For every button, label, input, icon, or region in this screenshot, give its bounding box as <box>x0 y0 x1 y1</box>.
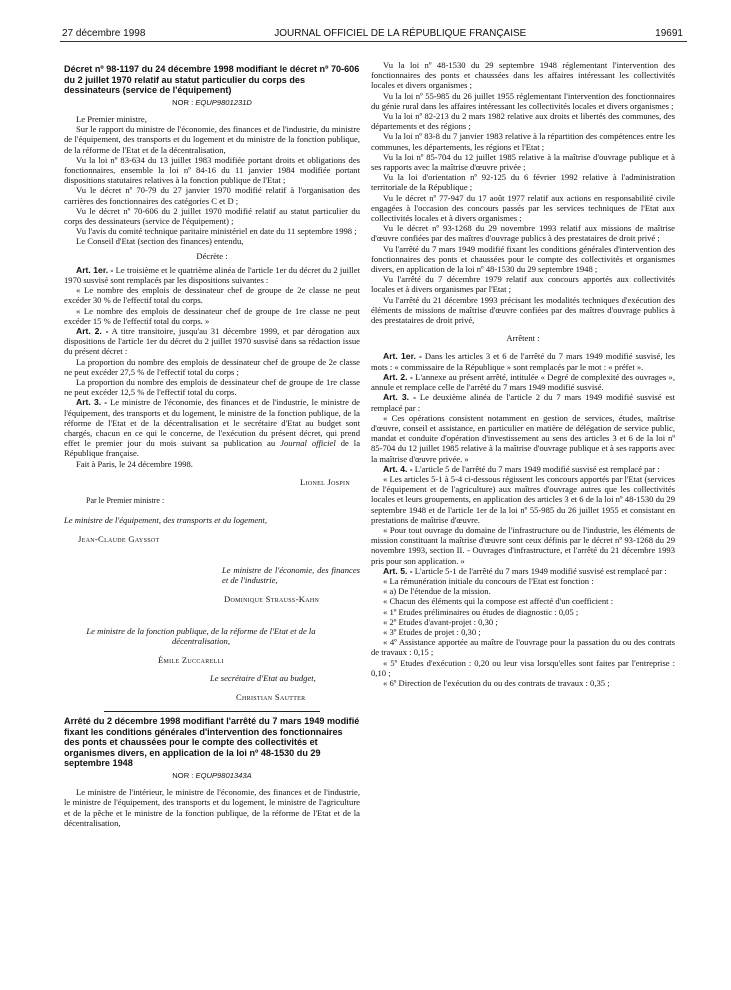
min-eco-name: Dominique Strauss-Kahn <box>224 594 320 605</box>
decree-art2: Art. 2. - A titre transitoire, jusqu'au 31 décembre 1999, et par dérogation aux dispositions de l'article 1er du décret du 2 juillet 1970 susvisé dans sa rédaction issue du présent décret : <box>64 326 360 357</box>
arrete-arretent: Arrêtent : <box>506 333 540 344</box>
arrete-a3-q: « Ces opérations consistent notamment en gestion de services, études, maîtrise d'œuvre, conseil et assistance, en particulier en matière de délégation de service public, mandat et conduite d'opération d'investissement au sens des articles 3 et 6 de la loi nº 85-704 du 12 juillet 1985 relative à la maîtrise d'ouvrage publique et à ses rapports avec la maîtrise d'œuvre privée. » <box>371 412 675 464</box>
decree-art2-q2: La proportion du nombre des emplois de dessinateur chef de groupe de 1re classe ne peut excéder 12,5 % de l'effectif total du corps. <box>64 377 360 398</box>
decree-p6: Vu l'avis du comité technique paritaire ministériel en date du 11 septembre 1998 ; <box>76 226 357 237</box>
arrete-a5-i3: « 3º Etudes de projet : 0,30 ; <box>383 626 481 637</box>
decree-art3: Art. 3. - Le ministre de l'économie, des finances et de l'industrie, le ministre de l'équipement, des transports et du logement, le ministre de la fonction publique, de la réforme de l'Etat et de la décentralisation et le secrétaire d'Etat au budget sont chargés, chacun en ce qui le concerne, de l'exécution du présent décret, qui prend effet le premier jour du mois suivant sa publication au Journal officiel de la République française. <box>64 397 361 459</box>
arrete-v10: Vu l'arrêté du 7 décembre 1979 relatif aux concours apportés aux collectivités locales et à divers organismes par l'Etat ; <box>371 274 675 295</box>
arrete-a5-i2: « 2º Etudes d'avant-projet : 0,30 ; <box>383 616 498 627</box>
arrete-a3: Art. 3. - Le deuxième alinéa de l'article 2 du 7 mars 1949 modifié susvisé est remplacé par : <box>371 392 675 413</box>
arrete-v5: Vu la loi nº 85-704 du 12 juillet 1985 relative à la maîtrise d'ouvrage publique et à ses rapports avec la maîtrise d'œuvre privée ; <box>371 151 675 173</box>
arrete-a5-q2: « a) De l'étendue de la mission. <box>383 586 491 597</box>
arrete-a4: Art. 4. - L'article 5 de l'arrêté du 7 mars 1949 modifié susvisé est remplacé par : <box>383 463 660 474</box>
decree-decrete: Décrète : <box>196 250 228 261</box>
header-page-number: 19691 <box>655 27 683 39</box>
sig-prime-minister: Lionel Jospin <box>300 477 350 488</box>
decree-title: Décret nº 98-1197 du 24 décembre 1998 modifiant le décret nº 70-606 du 2 juillet 1970 relatif au statut particulier du corps des dessinateurs (service de l'équipement) <box>64 64 360 96</box>
min-fp-title: Le ministre de la fonction publique, de la réforme de l'Etat et de la décentralisation, <box>86 625 316 646</box>
arrete-a1: Art. 1er. - Dans les articles 3 et 6 de l'arrêté du 7 mars 1949 modifié susvisé, les mots : « commissaire de la République » sont remplacés par le mot : « préfet ». <box>371 351 675 372</box>
arrete-v4: Vu la loi nº 83-8 du 7 janvier 1983 relative à la répartition des compétences entre les communes, les départements, les régions et l'Etat ; <box>371 131 675 152</box>
decree-art1-q2: « Le nombre des emplois de dessinateur chef de groupe de 1re classe ne peut excéder 15 % de l'effectif total du corps. » <box>64 305 360 326</box>
decree-p3: Vu la loi nº 83-634 du 13 juillet 1983 modifiée portant droits et obligations des fonctionnaires, ensemble la loi nº 84-16 du 11 janvier 1984 modifiée portant dispositions statutaires relatives à la fonction publique de l'Etat ; <box>64 154 360 186</box>
page-header <box>62 24 683 42</box>
min-fp-name: Émile Zuccarelli <box>158 654 224 665</box>
section-separator <box>104 711 320 712</box>
arrete-a5-i1: « 1º Etudes préliminaires ou études de diagnostic : 0,05 ; <box>383 606 579 617</box>
sec-budget-title: Le secrétaire d'Etat au budget, <box>210 673 316 684</box>
arrete-v3: Vu la loi nº 82-213 du 2 mars 1982 relative aux droits et libertés des communes, des départements et des régions ; <box>371 111 675 132</box>
arrete-nor: NOR : EQUP9801343A <box>172 771 252 781</box>
arrete-a5-i6: « 6º Direction de l'exécution du ou des contrats de travaux : 0,35 ; <box>383 677 610 688</box>
arrete-v1: Vu la loi nº 48-1530 du 29 septembre 1948 réglementant l'intervention des fonctionnaires des ponts et chaussées dans les affaires intéressant les collectivités locales et divers organismes ; <box>371 60 675 91</box>
min-eco-title: Le ministre de l'économie, des finances et de l'industrie, <box>222 565 360 586</box>
header-rule <box>60 41 687 42</box>
decree-done: Fait à Paris, le 24 décembre 1998. <box>76 458 193 469</box>
par-premier-ministre: Par le Premier ministre : <box>86 496 165 506</box>
arrete-v6: Vu la loi d'orientation nº 92-125 du 6 février 1992 relative à l'administration territoriale de la République ; <box>371 172 675 193</box>
arrete-a4-q2: « Pour tout ouvrage du domaine de l'infrastructure ou de l'industrie, les éléments de mission constituant la maîtrise d'œuvre sont ceux définis par le décret nº 93-1268 du 29 novembre 1993, section II. - Ouvrages d'infrastructure, et l'arrêté du 21 décembre 1993 pris pour son application. » <box>371 524 675 566</box>
decree-art2-q1: La proportion du nombre des emplois de dessinateur chef de groupe de 2e classe ne peut excéder 27,5 % de l'effectif total du corps ; <box>64 356 360 377</box>
min-equip-name: Jean-Claude Gayssot <box>78 533 160 544</box>
arrete-a5-q1: « La rémunération initiale du concours de l'Etat est fonction : <box>383 575 594 586</box>
arrete-v8: Vu le décret nº 93-1268 du 29 novembre 1993 relatif aux missions de maîtrise d'œuvre confiées par des maîtres d'ouvrage publics à des prestataires de droit privé ; <box>371 223 675 244</box>
right-column <box>371 60 675 688</box>
arrete-v9: Vu l'arrêté du 7 mars 1949 modifié fixant les conditions générales d'intervention des fonctionnaires des ponts et chaussées pour le compte des collectivités et organismes divers, en application de la loi nº 48-1530 du 29 septembre 1948 ; <box>371 243 675 275</box>
min-equip-title: Le ministre de l'équipement, des transports et du logement, <box>64 515 267 526</box>
arrete-a5-i5: « 5º Etudes d'exécution : 0,20 ou leur visa lorsqu'elles sont faites par l'entreprise : 0,10 ; <box>371 657 675 678</box>
decree-p7: Le Conseil d'Etat (section des finances) entendu, <box>76 236 244 247</box>
decree-p5: Vu le décret nº 70-606 du 2 juillet 1970 modifié relatif au statut particulier du corps des dessinateurs (service de l'équipement) ; <box>64 205 360 227</box>
arrete-a5-i4: « 4º Assistance apportée au maître de l'ouvrage pour la passation du ou des contrats de travaux : 0,15 ; <box>371 637 675 658</box>
arrete-a5: Art. 5. - L'article 5-1 de l'arrêté du 7 mars 1949 modifié susvisé est remplacé par : <box>383 565 667 576</box>
arrete-a2: Art. 2. - L'annexe au présent arrêté, intitulée « Degré de complexité des ouvrages », annule et remplace celle de l'arrêté du 7 mars 1949 modifié susvisé. <box>371 371 676 393</box>
decree-art1: Art. 1er. - Le troisième et le quatrième alinéa de l'article 1er du décret du 2 juillet 1970 susvisé sont remplacés par les dispositions suivantes : <box>64 264 360 286</box>
header-journal-title: JOURNAL OFFICIEL DE LA RÉPUBLIQUE FRANÇAISE <box>274 27 527 39</box>
arrete-a5-q3: « Chacun des éléments qui la compose est affecté d'un coefficient : <box>383 596 614 607</box>
arrete-p1: Le ministre de l'intérieur, le ministre de l'économie, des finances et de l'industrie, le ministre de l'équipement, des transports et du logement, le ministre de l'agriculture et de la pêche et le ministre de la fonction publique, de la réforme de l'Etat et de la décentralisation, <box>64 787 360 828</box>
decree-p2: Sur le rapport du ministre de l'économie, des finances et de l'industrie, du ministre de l'équipement, des transports et du logement et du ministre de la fonction publique, de la réforme de l'Etat et de la décentralisation, <box>64 124 360 155</box>
arrete-v11: Vu l'arrêté du 21 décembre 1993 précisant les modalités techniques d'exécution des éléments de missions de maîtrise d'œuvre confiées par des maîtres d'ouvrage publics à des prestataires de droit privé, <box>371 294 675 326</box>
header-date: 27 décembre 1998 <box>62 27 146 39</box>
decree-art1-q1: « Le nombre des emplois de dessinateur chef de groupe de 2e classe ne peut excéder 30 % de l'effectif total du corps. <box>64 285 360 306</box>
left-column <box>64 60 360 828</box>
decree-p4: Vu le décret nº 70-79 du 27 janvier 1970 modifié relatif à l'organisation des carrières des fonctionnaires des catégories C et D ; <box>64 185 360 206</box>
decree-p1: Le Premier ministre, <box>76 113 147 124</box>
arrete-v7: Vu le décret nº 77-947 du 17 août 1977 relatif aux actions en responsabilité civile engagées à l'occasion des concours passés par les services techniques de l'Etat aux collectivités locales et à divers organismes ; <box>371 192 675 224</box>
arrete-v2: Vu la loi nº 55-985 du 26 juillet 1955 réglementant l'intervention des fonctionnaires du génie rural dans les affaires intéressant les collectivités locales et divers organismes ; <box>371 90 675 111</box>
decree-nor: NOR : EQUP9801231D <box>172 97 252 107</box>
arrete-a4-q1: « Les articles 5-1 à 5-4 ci-dessous régissent les concours apportés par l'Etat (services de l'équipement et de l'agriculture) aux maîtres d'ouvrage autres que les collectivités locales et leurs groupements, en application des articles 3 et 6 de la loi nº 48-1530 du 29 septembre 1948 et de l'article 1er de la loi nº 55-985 du 26 juillet 1955 et consistant en prestations de maîtrise d'œuvre. <box>371 473 675 525</box>
arrete-title: Arrêté du 2 décembre 1998 modifiant l'arrêté du 7 mars 1949 modifié fixant les conditions générales d'intervention des fonctionnaires des ponts et chaussées pour le compte des collectivités et organismes divers, en application de la loi nº 48-1530 du 29 septembre 1948 <box>64 716 360 769</box>
sec-budget-name: Christian Sautter <box>236 692 306 703</box>
